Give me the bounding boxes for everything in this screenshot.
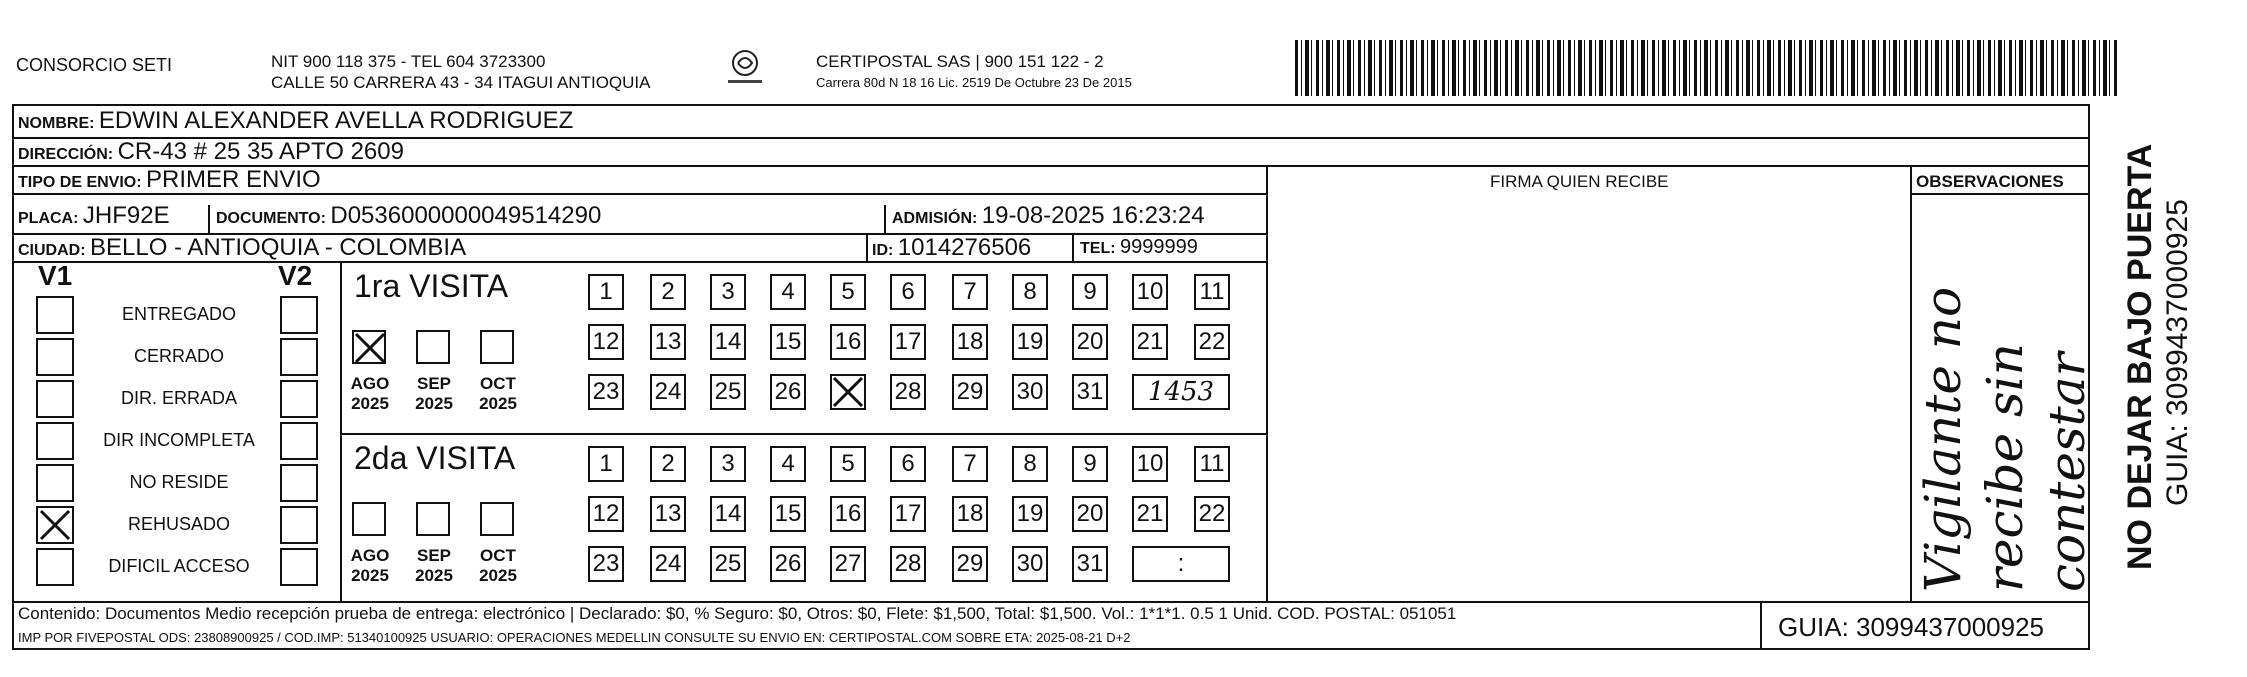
tipo-row	[18, 166, 321, 194]
id-row	[872, 234, 1031, 262]
second-visit-month-checkbox[interactable]	[480, 502, 514, 536]
status-label: DIFICIL ACCESO	[108, 556, 250, 576]
footer-line-1: Contenido: Documentos Medio recepción prueba de entrega: electrónico | Declarado: $0, % Seguro: $0, Otros: $0, Flete: $1,500, Total: $1,500. Vol.: 1*1*1. 0.5 1 Unid. COD. POSTAL: 051051	[18, 604, 1457, 623]
side-warning: NO DEJAR BAJO PUERTA	[2121, 143, 2159, 570]
first-visit-day-box[interactable]: 2	[650, 274, 686, 310]
nombre-row	[18, 107, 573, 135]
second-visit-day-box[interactable]: 26	[770, 546, 806, 582]
documento-row	[216, 202, 601, 230]
first-visit-day-box[interactable]: 29	[952, 374, 988, 410]
first-visit-time-box[interactable]: 1453	[1132, 374, 1230, 410]
first-visit-day-box[interactable]: 22	[1194, 324, 1230, 360]
second-visit-day-box[interactable]: 14	[710, 496, 746, 532]
nit-line-1: NIT 900 118 375 - TEL 604 3723300	[271, 52, 546, 71]
second-visit-day-box[interactable]: 4	[770, 446, 806, 482]
v2-checkbox[interactable]	[280, 548, 318, 586]
tel-value: 9999999	[1120, 236, 1198, 258]
first-visit-month-label: OCT	[480, 374, 516, 393]
first-visit-day-box[interactable]: 9	[1072, 274, 1108, 310]
footer-line-2: IMP POR FIVEPOSTAL ODS: 23808900925 / COD.IMP: 51340100925 USUARIO: OPERACIONES MEDELLIN CONSULTE SU ENVIO EN: CERTIPOSTAL.COM SOBRE ETA: 2025-08-21 D+2	[18, 630, 1131, 645]
second-visit-day-box[interactable]: 1	[588, 446, 624, 482]
second-visit-day-box[interactable]: 3	[710, 446, 746, 482]
admision-value: 19-08-2025 16:23:24	[981, 202, 1205, 229]
second-visit-day-box[interactable]: 23	[588, 546, 624, 582]
first-visit-month-label: AGO	[350, 374, 390, 393]
tipo-value: PRIMER ENVIO	[146, 166, 321, 193]
second-visit-day-box[interactable]: 9	[1072, 446, 1108, 482]
v2-checkbox[interactable]	[280, 338, 318, 376]
second-visit-day-box[interactable]: 20	[1072, 496, 1108, 532]
documento-label: DOCUMENTO:	[216, 210, 326, 227]
status-label: CERRADO	[133, 346, 224, 366]
second-visit-day-box[interactable]: 16	[830, 496, 866, 532]
second-visit-day-box[interactable]: 21	[1132, 496, 1168, 532]
first-visit-day-box[interactable]: 17	[890, 324, 926, 360]
observaciones-label: OBSERVACIONES	[1916, 172, 2064, 191]
first-visit-day-box[interactable]: 21	[1132, 324, 1168, 360]
second-visit-day-box[interactable]: 19	[1012, 496, 1048, 532]
first-visit-day-box[interactable]: 12	[588, 324, 624, 360]
placa-row	[18, 202, 170, 230]
first-visit-day-box[interactable]: 13	[650, 324, 686, 360]
id-label: ID:	[872, 242, 894, 259]
second-visit-day-box[interactable]: 24	[650, 546, 686, 582]
direccion-label: DIRECCIÓN:	[18, 146, 114, 163]
certipostal-logo-icon	[720, 48, 770, 90]
first-visit-day-box[interactable]: 8	[1012, 274, 1048, 310]
first-visit-day-box[interactable]: 26	[770, 374, 806, 410]
second-visit-month-checkbox[interactable]	[352, 502, 386, 536]
direccion-row	[18, 138, 404, 166]
barcode	[1295, 40, 2117, 96]
second-visit-day-box[interactable]: 15	[770, 496, 806, 532]
id-value: 1014276506	[897, 234, 1032, 261]
status-label: NO RESIDE	[129, 472, 229, 492]
admision-label: ADMISIÓN:	[892, 210, 978, 227]
second-visit-day-box[interactable]: 25	[710, 546, 746, 582]
first-visit-day-box[interactable]: 25	[710, 374, 746, 410]
check-mark-icon	[354, 332, 388, 366]
v2-checkbox[interactable]	[280, 506, 318, 544]
second-visit-month-label: OCT	[480, 546, 516, 565]
first-visit-day-box[interactable]: 23	[588, 374, 624, 410]
second-visit-day-box[interactable]: 8	[1012, 446, 1048, 482]
first-visit-year-label: 2025	[351, 394, 389, 413]
first-visit-month-checkbox[interactable]	[352, 330, 386, 364]
second-visit-day-box[interactable]: 27	[830, 546, 866, 582]
documento-value: D0536000000049514290	[330, 202, 602, 229]
status-label: DIR INCOMPLETA	[103, 430, 255, 450]
ciudad-row	[18, 234, 466, 262]
second-visit-day-box[interactable]: 22	[1194, 496, 1230, 532]
v1-label: V1	[38, 260, 73, 291]
footer-guia: GUIA: 3099437000925	[1778, 612, 2044, 642]
first-visit-day-box[interactable]: 6	[890, 274, 926, 310]
status-label: REHUSADO	[127, 514, 230, 534]
first-visit-day-box[interactable]: 14	[710, 324, 746, 360]
status-label: DIR. ERRADA	[120, 388, 237, 408]
first-visit-day-box[interactable]: 15	[770, 324, 806, 360]
certipostal-line-1: CERTIPOSTAL SAS | 900 151 122 - 2	[816, 52, 1104, 71]
nit-line-2: CALLE 50 CARRERA 43 - 34 ITAGUI ANTIOQUIA	[271, 73, 651, 92]
second-visit-day-box[interactable]: 2	[650, 446, 686, 482]
second-visit-day-box[interactable]: 10	[1132, 446, 1168, 482]
second-visit-day-box[interactable]: 29	[952, 546, 988, 582]
second-visit-day-box[interactable]: 7	[952, 446, 988, 482]
ciudad-value: BELLO - ANTIOQUIA - COLOMBIA	[90, 234, 467, 261]
admision-row	[892, 202, 1205, 230]
v2-label: V2	[278, 260, 313, 291]
first-visit-day-box[interactable]: 4	[770, 274, 806, 310]
first-visit-day-box[interactable]: 16	[830, 324, 866, 360]
certipostal-line-2: Carrera 80d N 18 16 Lic. 2519 De Octubre 23 De 2015	[816, 75, 1132, 90]
nombre-value: EDWIN ALEXANDER AVELLA RODRIGUEZ	[98, 107, 574, 134]
first-visit-day-box[interactable]: 1	[588, 274, 624, 310]
first-visit-day-box[interactable]: 30	[1012, 374, 1048, 410]
second-visit-day-box[interactable]: 31	[1072, 546, 1108, 582]
second-visit-year-label: 2025	[415, 566, 453, 585]
second-visit-year-label: 2025	[351, 566, 389, 585]
v2-checkbox[interactable]	[280, 380, 318, 418]
second-visit-day-box[interactable]: 17	[890, 496, 926, 532]
tel-row	[1080, 236, 1198, 259]
first-visit-day-box[interactable]: 11	[1194, 274, 1230, 310]
first-visit-day-box[interactable]: 19	[1012, 324, 1048, 360]
direccion-value: CR-43 # 25 35 APTO 2609	[117, 138, 404, 165]
first-visit-day-box[interactable]: 31	[1072, 374, 1108, 410]
status-label: ENTREGADO	[121, 304, 236, 324]
side-guia: GUIA: 3099437000925	[2161, 199, 2194, 506]
first-visit-year-label: 2025	[479, 394, 517, 413]
second-visit-day-box[interactable]: 6	[890, 446, 926, 482]
tel-label: TEL:	[1080, 240, 1116, 257]
first-visit-day-box[interactable]: 7	[952, 274, 988, 310]
second-visit-month-label: SEP	[416, 546, 452, 565]
ciudad-label: CIUDAD:	[18, 242, 86, 259]
first-visit-day-box[interactable]	[830, 374, 866, 410]
second-visit-month-label: AGO	[350, 546, 390, 565]
v2-checkbox[interactable]	[280, 464, 318, 502]
form-frame	[12, 104, 2096, 650]
check-mark-icon	[832, 376, 864, 408]
first-visit-day-box[interactable]: 18	[952, 324, 988, 360]
firma-label: FIRMA QUIEN RECIBE	[1490, 172, 1669, 191]
first-visit-month-checkbox[interactable]	[416, 330, 450, 364]
placa-label: PLACA:	[18, 210, 79, 227]
placa-value: JHF92E	[82, 202, 170, 229]
second-visit-day-box[interactable]: 11	[1194, 446, 1230, 482]
observaciones-note: Vigilante no recibe sin contestar	[1914, 286, 2096, 592]
second-visit-month-checkbox[interactable]	[416, 502, 450, 536]
second-visit-day-box[interactable]: 5	[830, 446, 866, 482]
second-visit-day-box[interactable]: 30	[1012, 546, 1048, 582]
first-visit-month-checkbox[interactable]	[480, 330, 514, 364]
second-visit-title: 2da VISITA	[354, 440, 516, 476]
first-visit-day-box[interactable]: 3	[710, 274, 746, 310]
v2-checkbox[interactable]	[280, 422, 318, 460]
second-visit-day-box[interactable]: 18	[952, 496, 988, 532]
second-visit-year-label: 2025	[479, 566, 517, 585]
first-visit-day-box[interactable]: 10	[1132, 274, 1168, 310]
first-visit-day-box[interactable]: 20	[1072, 324, 1108, 360]
first-visit-month-label: SEP	[416, 374, 452, 393]
second-visit-day-box[interactable]: 28	[890, 546, 926, 582]
first-visit-day-box[interactable]: 24	[650, 374, 686, 410]
first-visit-year-label: 2025	[415, 394, 453, 413]
first-visit-day-box[interactable]: 5	[830, 274, 866, 310]
first-visit-day-box[interactable]: 28	[890, 374, 926, 410]
company-name: CONSORCIO SETI	[16, 55, 173, 75]
second-visit-time-box[interactable]: :	[1132, 546, 1230, 582]
second-visit-day-box[interactable]: 12	[588, 496, 624, 532]
first-visit-title: 1ra VISITA	[354, 268, 509, 304]
v2-checkbox[interactable]	[280, 296, 318, 334]
nombre-label: NOMBRE:	[18, 115, 95, 132]
second-visit-day-box[interactable]: 13	[650, 496, 686, 532]
tipo-label: TIPO DE ENVIO:	[18, 174, 142, 191]
